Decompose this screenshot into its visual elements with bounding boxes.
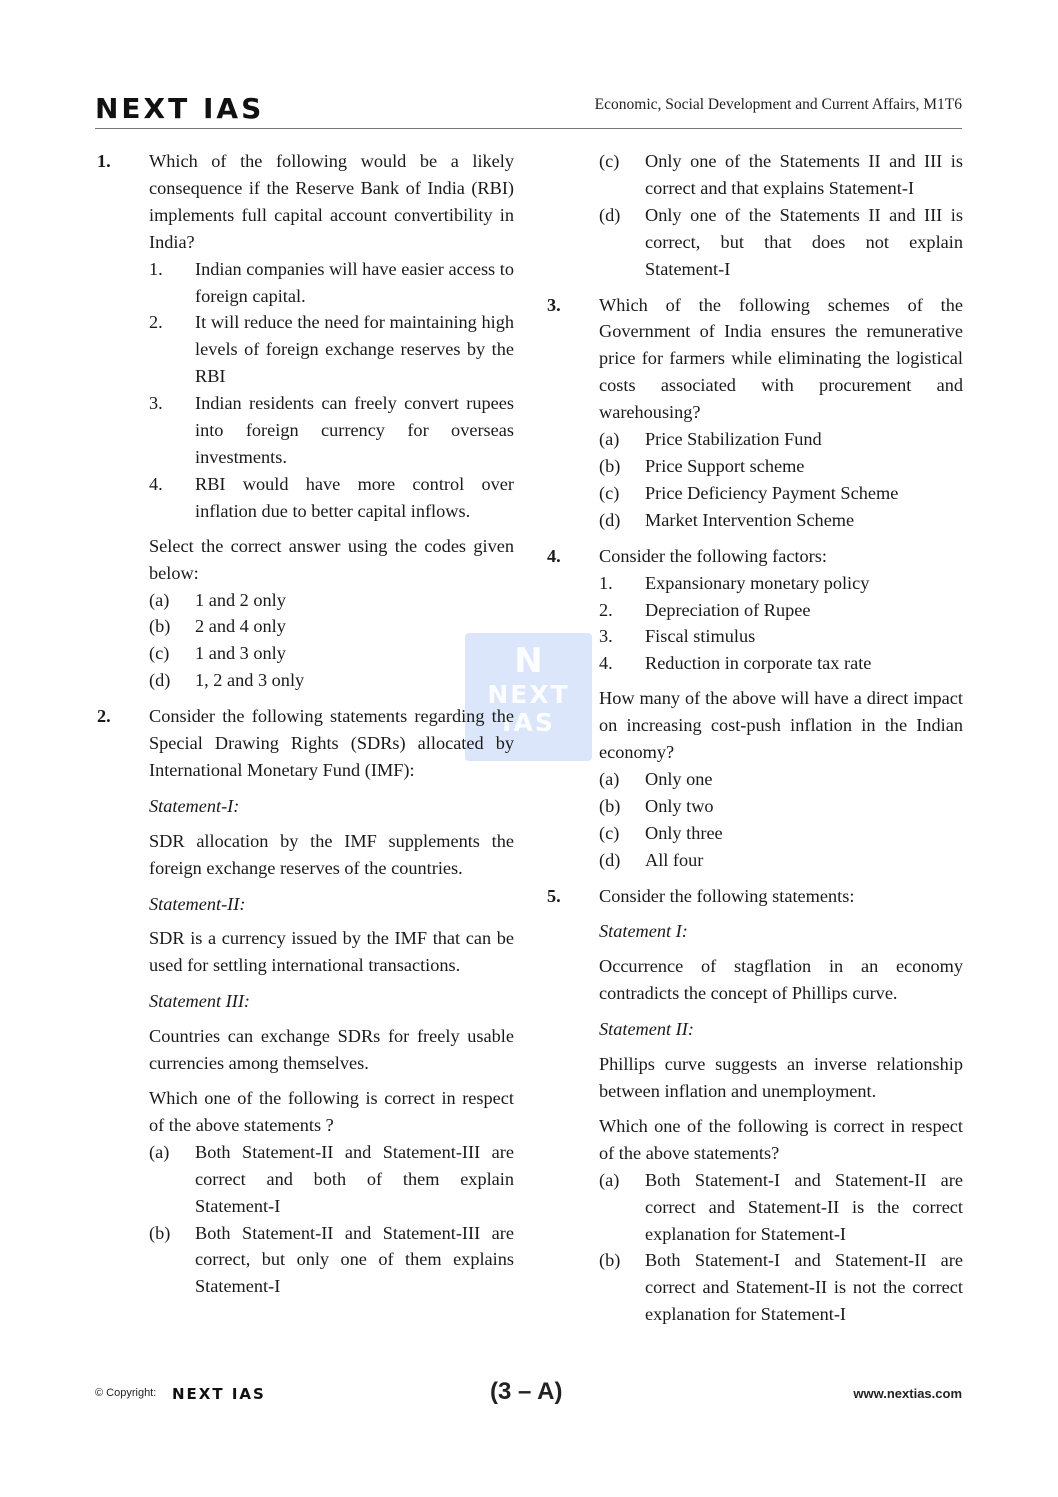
answer-option[interactable]: (a) Both Statement-I and Statement-II are correct and Statement-II is the correct explanation for Statement-I — [599, 1169, 963, 1244]
statement-label: Statement I: — [599, 921, 688, 942]
statement-item: 4. RBI would have more control over inflation due to better capital inflows. — [149, 473, 514, 521]
question-number: 1. — [97, 151, 111, 171]
statement-item: 3. Fiscal stimulus — [599, 626, 756, 647]
brand-logo: NEXT IAS — [95, 92, 265, 125]
question-number: 4. — [547, 545, 561, 566]
statement-label: Statement-II: — [149, 893, 246, 914]
question-text: Which of the following would be a likely consequence if the Reserve Bank of India (RBI) implements full capital account convertibility in India? — [149, 151, 514, 252]
answer-option[interactable]: (b) Price Support scheme — [599, 455, 805, 476]
answer-option[interactable]: (a) Only one — [599, 768, 713, 789]
statement-label: Statement III: — [149, 991, 251, 1012]
statement-item: 2. It will reduce the need for maintaining high levels of foreign exchange reserves by the RBI — [149, 312, 514, 387]
statement-item: 1. Indian companies will have easier access to foreign capital. — [149, 258, 514, 306]
answer-option[interactable]: (c) Only three — [599, 822, 723, 843]
left-column — [95, 148, 514, 1309]
option-list — [149, 1139, 514, 1300]
question-4 — [545, 543, 963, 874]
option-list — [599, 426, 963, 534]
question-number: 3. — [547, 294, 561, 315]
option-list — [545, 148, 963, 283]
question-instruction: Which one of the following is correct in respect of the above statements? — [599, 1115, 963, 1163]
website-link[interactable]: www.nextias.com — [853, 1386, 962, 1401]
question-instruction: How many of the above will have a direct impact on increasing cost-push inflation in the Indian economy? — [599, 688, 963, 763]
option-list — [599, 766, 963, 874]
answer-option[interactable]: (d) 1, 2 and 3 only — [149, 670, 305, 691]
question-instruction: Which one of the following is correct in respect of the above statements ? — [149, 1088, 514, 1135]
statement-label: Statement II: — [599, 1019, 694, 1040]
answer-option[interactable]: (c) Price Deficiency Payment Scheme — [599, 482, 899, 503]
watermark-n: N — [514, 641, 543, 681]
footer-brand-logo: NEXT IAS — [172, 1385, 266, 1403]
statement-text: Countries can exchange SDRs for freely usable currencies among themselves. — [149, 1026, 514, 1074]
statement-label: Statement-I: — [149, 795, 240, 816]
question-instruction: Select the correct answer using the codes given below: — [149, 535, 514, 583]
answer-option[interactable]: (b) Both Statement-II and Statement-III are correct, but only one of them explains Statement-I — [149, 1222, 514, 1297]
watermark-ias: IAS — [502, 708, 555, 737]
question-1 — [95, 148, 514, 694]
answer-option[interactable]: (d) Only one of the Statements II and III is correct, but that does not explain Statement-I — [599, 204, 963, 279]
option-list — [149, 587, 514, 695]
question-2-continued — [545, 148, 963, 283]
question-3 — [545, 292, 963, 534]
option-list — [599, 1167, 963, 1328]
answer-option[interactable]: (a) Both Statement-II and Statement-III are correct and both of them explain Statement-I — [149, 1141, 514, 1216]
statement-text: SDR is a currency issued by the IMF that can be used for settling international transactions. — [149, 928, 514, 976]
question-number: 2. — [97, 706, 111, 727]
question-number: 5. — [547, 885, 561, 906]
answer-option[interactable]: (c) 1 and 3 only — [149, 643, 286, 664]
answer-option[interactable]: (d) Market Intervention Scheme — [599, 509, 855, 530]
page-number: (3 – A) — [490, 1378, 563, 1405]
question-text: Consider the following statements regarding the Special Drawing Rights (SDRs) allocated by International Monetary Fund (IMF): — [149, 706, 514, 780]
document-title: Economic, Social Development and Current Affairs, M1T6 — [594, 96, 962, 113]
header-divider — [95, 128, 962, 129]
answer-option[interactable]: (a) 1 and 2 only — [149, 589, 286, 610]
statement-list — [599, 570, 963, 678]
right-column — [545, 148, 963, 1337]
question-2 — [95, 703, 514, 1300]
question-text: Which of the following schemes of the Government of India ensures the remunerative price for farmers while eliminating the logistical costs associated with procurement and warehousing? — [599, 294, 963, 423]
copyright-label: © Copyright: — [95, 1387, 157, 1399]
statement-item: 2. Depreciation of Rupee — [599, 599, 811, 620]
answer-option[interactable]: (b) 2 and 4 only — [149, 616, 286, 637]
statement-item: 4. Reduction in corporate tax rate — [599, 653, 872, 674]
statement-text: SDR allocation by the IMF supplements the foreign exchange reserves of the countries. — [149, 830, 514, 878]
statement-item: 1. Expansionary monetary policy — [599, 572, 870, 593]
question-text: Consider the following statements: — [599, 885, 855, 906]
question-text: Consider the following factors: — [599, 545, 827, 566]
answer-option[interactable]: (b) Only two — [599, 795, 714, 816]
statement-item: 3. Indian residents can freely convert rupees into foreign currency for overseas investments. — [149, 393, 514, 467]
answer-option[interactable]: (d) All four — [599, 849, 704, 870]
statement-text: Occurrence of stagflation in an economy contradicts the concept of Phillips curve. — [599, 956, 963, 1004]
question-5 — [545, 883, 963, 1329]
answer-option[interactable]: (b) Both Statement-I and Statement-II are correct and Statement-II is not the correct explanation for Statement-I — [599, 1250, 963, 1325]
watermark-next: NEXT — [487, 680, 570, 709]
statement-text: Phillips curve suggests an inverse relationship between inflation and unemployment. — [599, 1054, 963, 1101]
answer-option[interactable]: (c) Only one of the Statements II and III is correct and that explains Statement-I — [599, 151, 963, 198]
answer-option[interactable]: (a) Price Stabilization Fund — [599, 429, 822, 450]
statement-list — [149, 256, 514, 525]
